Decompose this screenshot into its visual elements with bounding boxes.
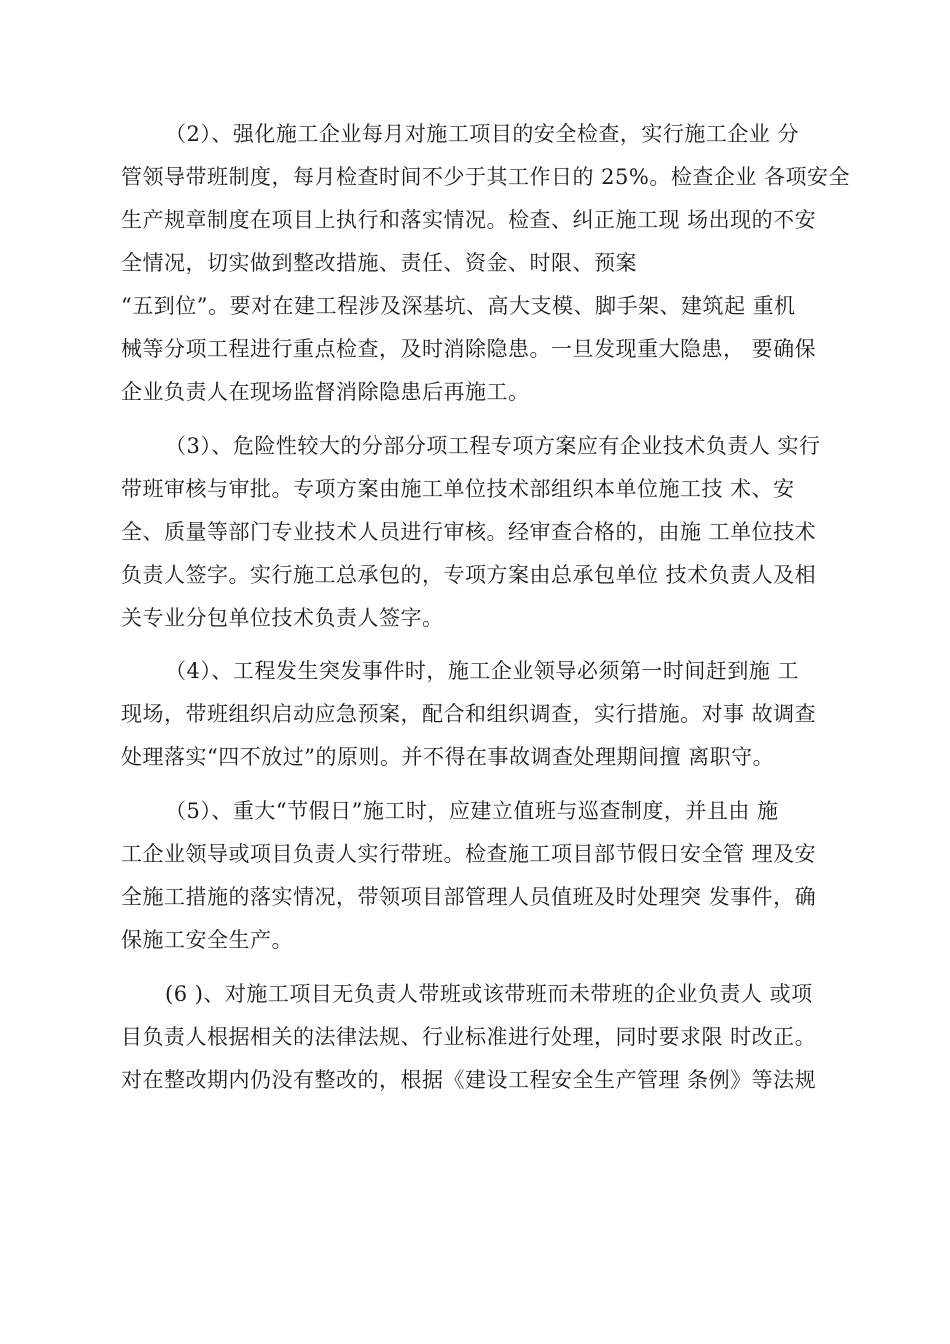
paragraph-3-line-5: 关专业分包单位技术负责人签字。 bbox=[121, 606, 444, 630]
paragraph-4-line-2: 现场，带班组织启动应急预案，配合和组织调查，实行措施。对事 故调查 bbox=[121, 702, 817, 726]
paragraph-2-line-3: 生产规章制度在项目上执行和落实情况。检查、纠正施工现 场出现的不安 bbox=[121, 208, 817, 232]
paragraph-3-line-2: 带班审核与审批。专项方案由施工单位技术部组织本单位施工技 术、安 bbox=[121, 477, 795, 501]
paragraph-5-line-2: 工企业领导或项目负责人实行带班。检查施工项目部节假日安全管 理及安 bbox=[121, 842, 817, 866]
paragraph-5-line-4: 保施工安全生产。 bbox=[121, 928, 293, 952]
paragraph-3-line-4: 负责人签字。实行施工总承包的，专项方案由总承包单位 技术负责人及相 bbox=[121, 563, 817, 587]
paragraph-2-line-1: （2）、强化施工企业每月对施工项目的安全检查，实行施工企业 分 bbox=[165, 122, 800, 146]
paragraph-3-line-3: 全、质量等部门专业技术人员进行审核。经审查合格的，由施 工单位技术 bbox=[121, 520, 817, 544]
paragraph-2-line-2: 管领导带班制度，每月检查时间不少于其工作日的 25%。检查企业 各项安全 bbox=[121, 165, 851, 189]
paragraph-2-line-5: “五到位”。要对在建工程涉及深基坑、高大支模、脚手架、建筑起 重机 bbox=[121, 294, 796, 318]
paragraph-2-line-6: 械等分项工程进行重点检查，及时消除隐患。一旦发现重大隐患， 要确保 bbox=[121, 337, 817, 361]
paragraph-2-line-7: 企业负责人在现场监督消除隐患后再施工。 bbox=[121, 380, 530, 404]
paragraph-6-line-3: 对在整改期内仍没有整改的，根据《建设工程安全生产管理 条例》等法规 bbox=[121, 1068, 817, 1092]
paragraph-5-line-3: 全施工措施的落实情况，带领项目部管理人员值班及时处理突 发事件，确 bbox=[121, 885, 817, 909]
paragraph-6-line-2: 目负责人根据相关的法律法规、行业标准进行处理，同时要求限 时改正。 bbox=[121, 1025, 817, 1049]
paragraph-4-line-3: 处理落实“四不放过”的原则。并不得在事故调查处理期间擅 离职守。 bbox=[121, 745, 775, 769]
paragraph-5-line-1: （5）、重大“节假日”施工时，应建立值班与巡查制度，并且由 施 bbox=[165, 799, 779, 823]
paragraph-3-line-1: （3）、危险性较大的分部分项工程专项方案应有企业技术负责人 实行 bbox=[165, 434, 821, 458]
paragraph-6-line-1: (6 )、对施工项目无负责人带班或该带班而未带班的企业负责人 或项 bbox=[165, 982, 813, 1006]
paragraph-2-line-4: 全情况，切实做到整改措施、责任、资金、时限、预案 bbox=[121, 251, 637, 275]
paragraph-4-line-1: （4）、工程发生突发事件时，施工企业领导必须第一时间赶到施 工 bbox=[165, 659, 800, 683]
